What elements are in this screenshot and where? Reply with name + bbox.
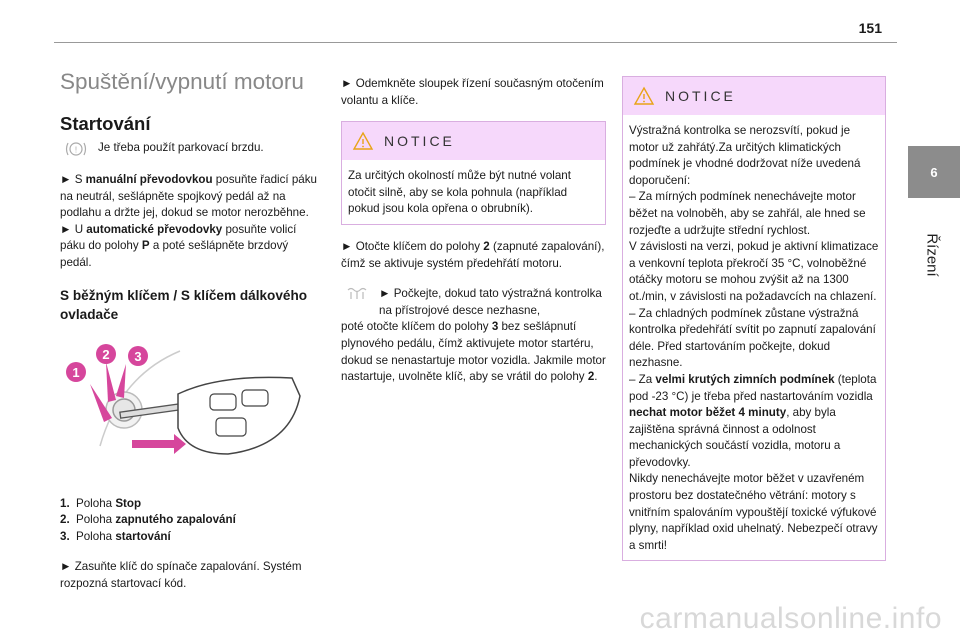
preheat-glow-plug-icon <box>341 286 373 319</box>
notice-paragraph-1: Výstražná kontrolka se nerozsvítí, pokud je motor už zahřátý.Za určitých klimatických podmínek je vhodné dodržovat níže uvedená doporučení: <box>629 124 861 187</box>
chapter-label <box>906 210 958 300</box>
notice-box-steering <box>341 121 606 225</box>
ignition-key-illustration <box>60 336 322 482</box>
section-title: Spuštění/vypnutí motoru <box>60 69 304 94</box>
warning-triangle-icon <box>352 131 374 151</box>
notice-title: NOTICE <box>665 87 736 104</box>
header-rule <box>54 42 897 43</box>
position-list <box>60 496 322 546</box>
wait-continuation: poté otočte klíčem do polohy 3 bez sešlápnutí plynového pedálu, čímž aktivujete motor startéru, dokud se nenastartuje motor vozidla. Jakmile motor nastartuje, uvolněte klíč, aby se vrátil do polohy 2. <box>341 320 606 384</box>
position-item-2: 2. Poloha zapnutého zapalování <box>60 513 236 527</box>
notice-paragraph-3: V závislosti na verzi, pokud je aktivní klimatizace a venkovní teplota překročí 35 °C, volnoběžné otáčky motoru se mohou zvýšit až na 1300 ot./min, v závislosti na požadavcích na chlazení. <box>629 240 879 303</box>
start-heading: Startování <box>60 113 151 134</box>
callout-2 <box>96 344 116 364</box>
notice-box-preheat <box>622 76 886 561</box>
notice-paragraph-4: – Za chladných podmínek zůstane výstražná kontrolka předehřátí svítit po zapnutí zapalování déle. Před startováním počkejte, dokud nezhasne. <box>629 306 876 370</box>
insert-key-text: ► Zasuňte klíč do spínače zapalování. Systém rozpozná startovací kód. <box>60 560 302 590</box>
svg-text:1: 1 <box>72 364 80 380</box>
parking-brake-row <box>60 140 322 158</box>
notice-text: Za určitých okolností může být nutné volant otočit silně, aby se kola pohnula (například pokud jsou kola opřena o obrubník). <box>348 169 571 216</box>
key-fob-icon <box>178 377 300 454</box>
notice-paragraph-2: – Za mírných podmínek nenechávejte motor běžet na volnoběh, aby se zahřál, ale hned se rozjeďte a udržujte střední rychlost. <box>629 190 866 237</box>
notice-title: NOTICE <box>384 132 455 149</box>
callout-1 <box>66 362 86 382</box>
watermark: carmanualsonline.info <box>639 602 942 635</box>
svg-text:!: ! <box>74 145 78 155</box>
svg-text:2: 2 <box>102 346 110 362</box>
svg-text:3: 3 <box>134 348 142 364</box>
brake-warning-icon <box>60 140 92 158</box>
column-3 <box>622 76 886 575</box>
notice-paragraph-6: Nikdy nenechávejte motor běžet v uzavřeném prostoru bez dostatečného větrání: motory s vnitřním spalováním vypouštějí toxické výfukové plyny, například oxid uhelnatý. Nebezpečí otravy a smrti! <box>629 472 878 552</box>
automatic-gearbox-text: ► U automatické převodovky posuňte volicí páku do polohy P a poté sešlápněte brzdový pedál. <box>60 222 297 269</box>
chapter-tab[interactable]: 6 <box>908 146 960 198</box>
page-number: 151 <box>858 20 882 36</box>
warning-triangle-icon <box>633 86 655 106</box>
position-item-1: 1. Poloha Stop <box>60 496 142 510</box>
column-1 <box>60 68 322 593</box>
turn-key-text: ► Otočte klíčem do polohy 2 (zapnuté zapalování), čímž se aktivuje systém předehřátí motoru. <box>341 239 605 270</box>
wait-light-text: ► Počkejte, dokud tato výstražná kontrolka na přístrojové desce nezhasne, <box>379 287 602 317</box>
preheat-row <box>341 286 606 319</box>
unlock-steering-text: ► Odemkněte sloupek řízení současným otočením volantu a klíče. <box>341 77 604 107</box>
position-item-3: 3. Poloha startování <box>60 529 171 543</box>
callout-3 <box>128 346 148 366</box>
parking-brake-text: Je třeba použít parkovací brzdu. <box>98 141 264 154</box>
key-heading: S běžným klíčem / S klíčem dálkového ovladače <box>60 287 308 322</box>
notice-header <box>623 77 885 115</box>
notice-header <box>342 122 605 160</box>
chapter-label-text: Řízení <box>923 233 941 277</box>
manual-gearbox-text: ► S manuální převodovkou posuňte řadicí páku na neutrál, sešlápněte spojkový pedál až na podlahu a držte jej, dokud se motor nerozběhne. <box>60 173 317 220</box>
column-2 <box>341 76 606 386</box>
notice-paragraph-5: – Za velmi krutých zimních podmínek (teplota pod -23 °C) je třeba před nastartováním vozidla nechat motor běžet 4 minuty, aby byla zajištěna správná činnost a odolnost mechanických součástí vozidla, motoru a převodovky. <box>629 372 877 469</box>
